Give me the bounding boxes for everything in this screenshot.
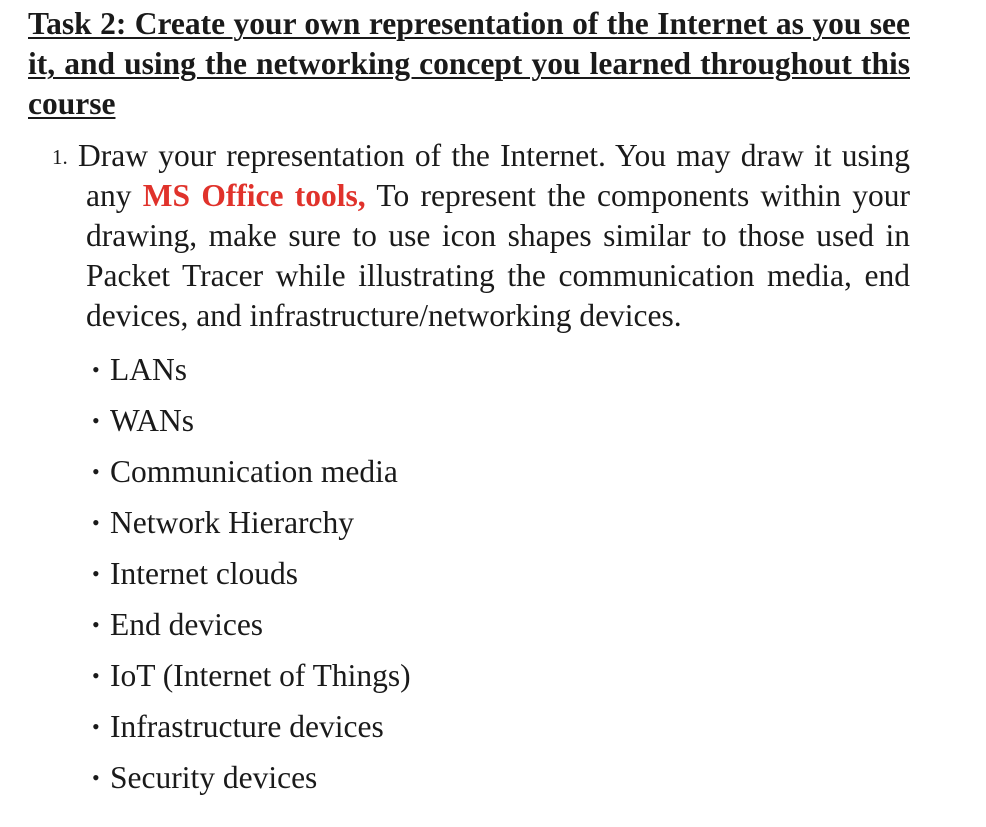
bullet-icon: • xyxy=(92,663,100,688)
list-item-infrastructure-devices xyxy=(92,701,910,752)
list-item-iot xyxy=(92,650,910,701)
list-item-lans xyxy=(92,344,910,395)
list-item-label: Internet clouds xyxy=(110,556,299,591)
bullet-icon: • xyxy=(92,357,100,382)
task-heading: Task 2: Create your own representation of the Internet as you see it, and using the networking concept you learned throughout this course xyxy=(28,6,910,121)
list-item-end-devices xyxy=(92,599,910,650)
list-item-network-hierarchy xyxy=(92,497,910,548)
step-text-before: Draw your representation of the Internet. You may draw it using any xyxy=(78,138,910,213)
bullet-icon: • xyxy=(92,714,100,739)
list-item-label: IoT (Internet of Things) xyxy=(110,658,411,693)
step-number: 1. xyxy=(52,145,68,169)
list-item-label: End devices xyxy=(110,607,264,642)
bullet-icon: • xyxy=(92,408,100,433)
bullet-icon: • xyxy=(92,510,100,535)
list-item-internet-clouds xyxy=(92,548,910,599)
list-item-communication-media xyxy=(92,446,910,497)
list-item-label: Infrastructure devices xyxy=(110,709,384,744)
list-item-label: WANs xyxy=(110,403,194,438)
list-item-label: Security devices xyxy=(110,760,318,795)
bullet-icon: • xyxy=(92,765,100,790)
ms-office-tools-highlight: MS Office tools, xyxy=(142,178,366,213)
bullet-icon: • xyxy=(92,561,100,586)
topic-list xyxy=(28,344,910,803)
step-paragraph xyxy=(28,136,910,336)
list-item-label: Communication media xyxy=(110,454,398,489)
document-page xyxy=(28,4,910,803)
bullet-icon: • xyxy=(92,612,100,637)
list-item-security-devices xyxy=(92,752,910,803)
bullet-icon: • xyxy=(92,459,100,484)
list-item-label: LANs xyxy=(110,352,187,387)
step-text-after: To represent the components within your drawing, make sure to use icon shapes similar to those used in Packet Tracer while illustrating the communication media, end devices, and infrastructure/networking devices. xyxy=(86,178,911,333)
list-item-label: Network Hierarchy xyxy=(110,505,355,540)
list-item-wans xyxy=(92,395,910,446)
